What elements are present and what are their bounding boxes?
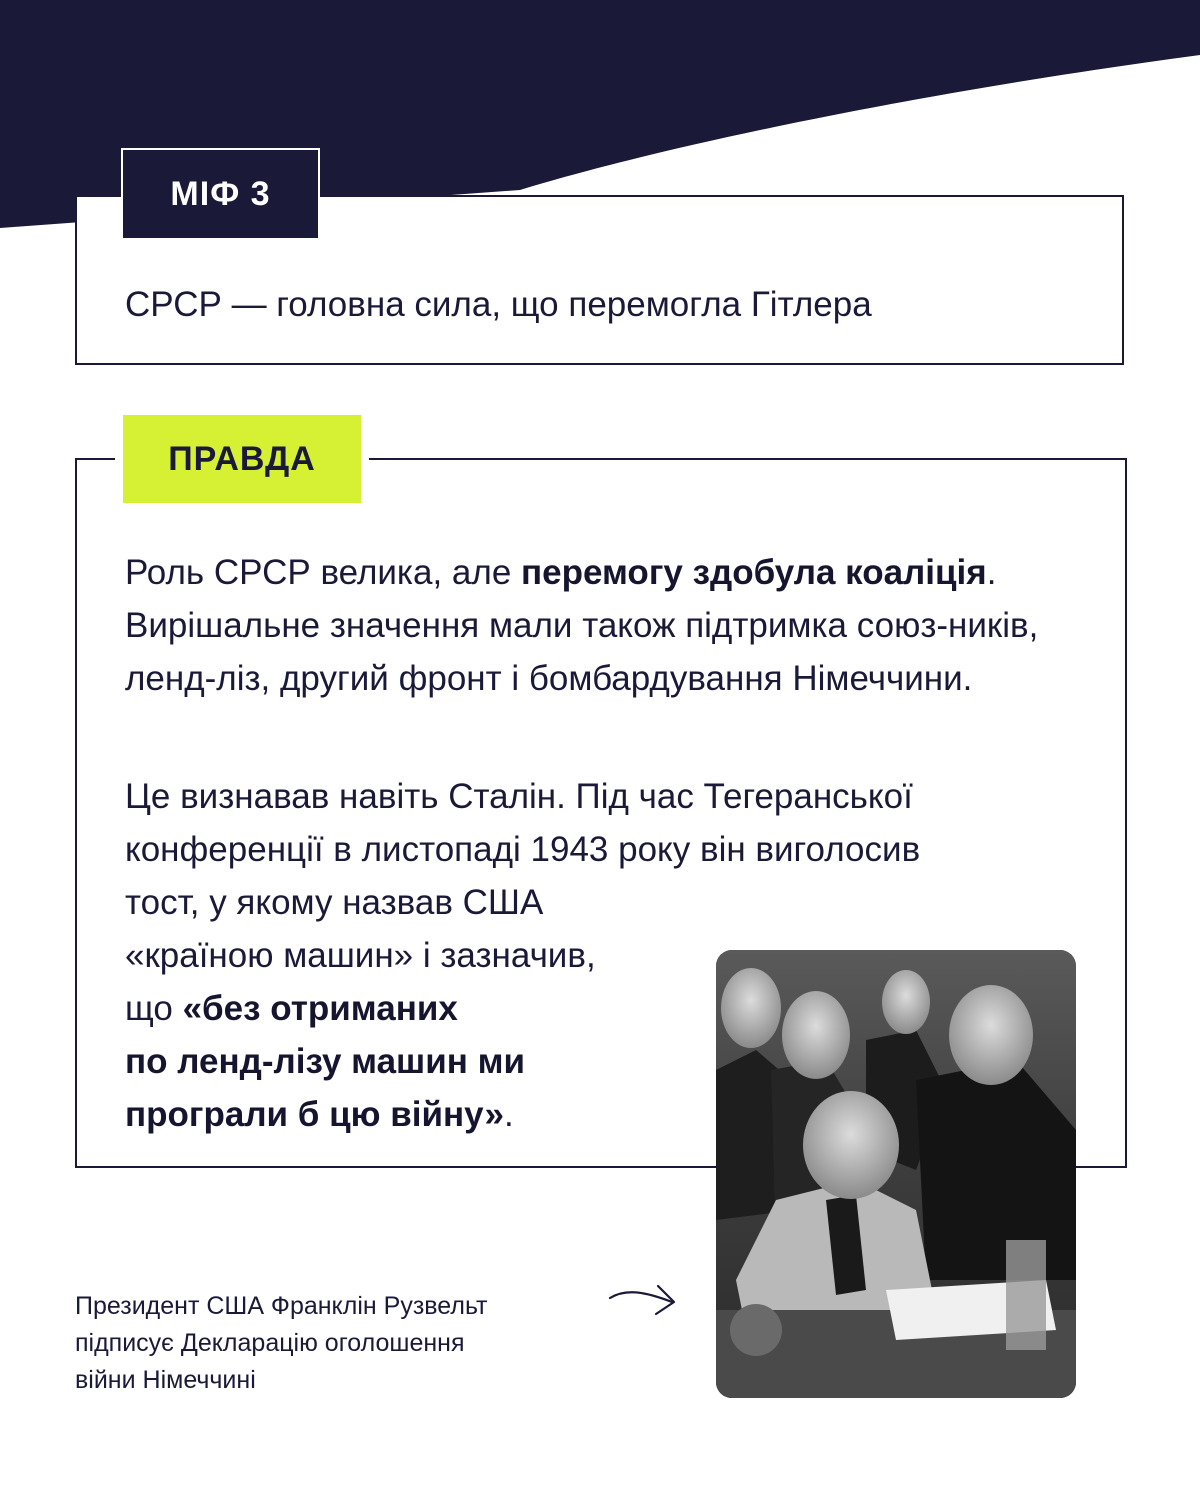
truth-p2-line-7-bold: програли б цю війну» [125,1095,504,1134]
truth-paragraph-1 [125,546,1110,705]
historical-photo-icon [716,950,1076,1398]
truth-tag: ПРАВДА [123,415,361,503]
caption-line-2: підписує Декларацію оголошення [75,1329,465,1357]
truth-p2-line-7-end: . [503,1095,514,1134]
truth-p2-line-3: тост, у якому назвав США [125,883,544,922]
arrow-right-icon [606,1276,680,1318]
truth-p2-line-2: конференції в листопаді 1943 року він виголосив [125,830,921,869]
roosevelt-signing-photo [716,950,1076,1398]
caption-line-3: війни Німеччині [75,1366,256,1394]
myth-statement: СРСР — головна сила, що перемогла Гітлера [125,285,872,324]
truth-p2-line-4: «країною машин» і зазначив, [125,936,596,975]
photo-caption [75,1288,595,1399]
truth-p2-line-6-bold: по ленд-лізу машин ми [125,1042,526,1081]
truth-p2-line-5-text: що [125,989,183,1028]
caption-line-1: Президент США Франклін Рузвельт [75,1292,488,1320]
truth-p1-text-a: Роль СРСР велика, але [125,553,522,592]
truth-p1-text-b: . Вирішальне значення мали також підтримка союз-ників, ленд-ліз, другий фронт і бомбардування Німеччини. [125,553,1039,698]
truth-p1-bold: перемогу здобула коаліція [521,553,987,592]
truth-p2-line-1: Це визнавав навіть Сталін. Під час Тегеранської [125,777,913,816]
truth-p2-line-5-bold: «без отриманих [182,989,458,1028]
myth-tag: МІФ 3 [123,150,318,238]
